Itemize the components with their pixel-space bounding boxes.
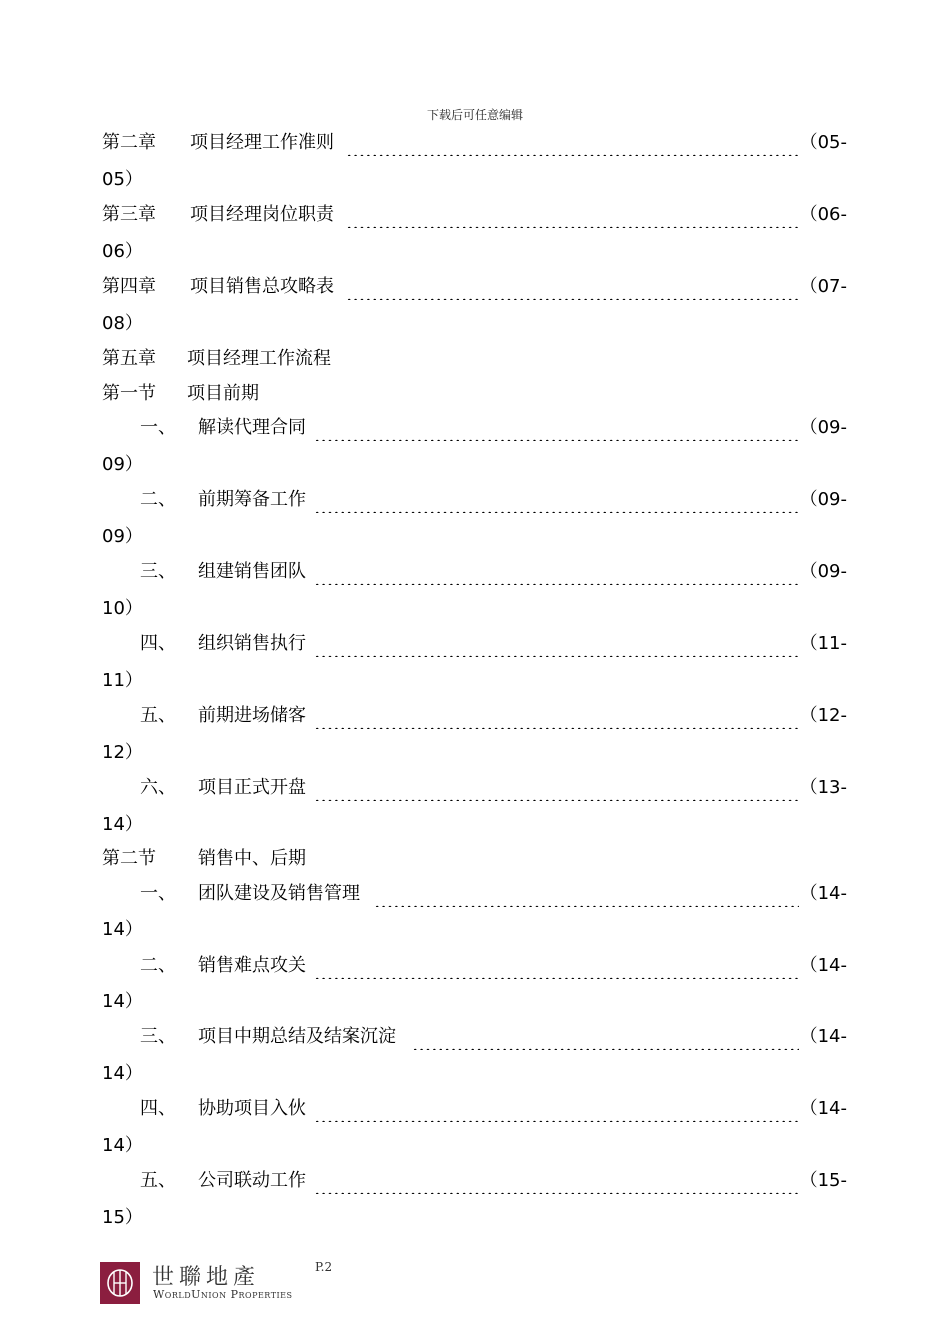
toc-leader-dots (314, 415, 799, 441)
page-number: P.2 (315, 1260, 333, 1274)
toc-page-open: （06- (799, 204, 847, 225)
toc-page-close: 15） (102, 1207, 143, 1228)
toc-title: 项目前期 (187, 383, 259, 404)
toc-title: 项目中期总结及结案沉淀 (198, 1026, 396, 1047)
toc-page-close: 14） (102, 1135, 143, 1156)
toc-entry[interactable] (102, 1168, 847, 1194)
toc-title: 解读代理合同 (198, 417, 306, 438)
toc-entry[interactable] (102, 1024, 847, 1050)
toc-entry[interactable] (102, 775, 847, 801)
toc-title: 项目正式开盘 (198, 777, 306, 798)
toc-number: 第五章 (102, 348, 156, 369)
toc-page-open: （11- (799, 633, 847, 654)
toc-page-close: 11） (102, 670, 143, 691)
toc-leader-dots (346, 274, 799, 300)
toc-title: 项目经理工作准则 (190, 132, 334, 153)
toc-title: 团队建设及销售管理 (198, 883, 360, 904)
toc-number: 六、 (140, 777, 176, 798)
toc-page-open: （14- (799, 955, 847, 976)
toc-page-open: （05- (799, 132, 847, 153)
toc-page-close: 12） (102, 742, 143, 763)
toc-page-close: 06） (102, 241, 143, 262)
toc-leader-dots (314, 775, 799, 801)
toc-page-open: （14- (799, 1026, 847, 1047)
toc-page-close: 14） (102, 991, 143, 1012)
toc-page-open: （07- (799, 276, 847, 297)
toc-page-close: 08） (102, 313, 143, 334)
toc-title: 公司联动工作 (198, 1170, 306, 1191)
toc-page-close: 14） (102, 1063, 143, 1084)
toc-leader-dots (314, 631, 799, 657)
toc-leader-dots (314, 1168, 799, 1194)
toc-entry[interactable] (102, 631, 847, 657)
toc-page-open: （09- (799, 489, 847, 510)
toc-number: 四、 (140, 633, 176, 654)
toc-number: 二、 (140, 489, 176, 510)
toc-page-close: 14） (102, 919, 143, 940)
toc-entry[interactable] (102, 953, 847, 979)
toc-title: 协助项目入伙 (198, 1098, 306, 1119)
toc-page-open: （12- (799, 705, 847, 726)
toc-number: 二、 (140, 955, 176, 976)
toc-leader-dots (346, 202, 799, 228)
toc-number: 三、 (140, 1026, 176, 1047)
toc-entry[interactable] (102, 487, 847, 513)
toc-page-close: 09） (102, 526, 143, 547)
toc-leader-dots (314, 559, 799, 585)
toc-title: 销售难点攻关 (198, 955, 306, 976)
toc-page-open: （09- (799, 417, 847, 438)
toc-title: 项目经理岗位职责 (190, 204, 334, 225)
toc-heading[interactable] (102, 381, 847, 407)
worldunion-logo-icon (100, 1262, 140, 1304)
toc-leader-dots (314, 953, 799, 979)
toc-number: 五、 (140, 1170, 176, 1191)
toc-title: 前期进场储客 (198, 705, 306, 726)
toc-title: 项目销售总攻略表 (190, 276, 334, 297)
toc-entry[interactable] (102, 703, 847, 729)
toc-entry[interactable] (102, 881, 847, 907)
toc-title: 项目经理工作流程 (187, 348, 331, 369)
toc-entry[interactable] (102, 1096, 847, 1122)
toc-page-close: 09） (102, 454, 143, 475)
toc-leader-dots (314, 1096, 799, 1122)
toc-number: 三、 (140, 561, 176, 582)
toc-number: 四、 (140, 1098, 176, 1119)
company-name-en: WorldUnion Properties (153, 1288, 293, 1301)
toc-page-open: （15- (799, 1170, 847, 1191)
toc-entry[interactable] (102, 415, 847, 441)
toc-leader-dots (374, 881, 799, 907)
toc-heading[interactable] (102, 346, 847, 372)
toc-page-open: （09- (799, 561, 847, 582)
toc-heading[interactable] (102, 846, 847, 872)
toc-page-close: 05） (102, 169, 143, 190)
toc-entry[interactable] (102, 559, 847, 585)
toc-number: 一、 (140, 883, 176, 904)
header-note: 下载后可任意编辑 (426, 108, 523, 122)
toc-number: 第一节 (102, 383, 156, 404)
toc-title: 组织销售执行 (198, 633, 306, 654)
toc-number: 第二章 (102, 132, 156, 153)
toc-title: 前期筹备工作 (198, 489, 306, 510)
toc-page-close: 14） (102, 814, 143, 835)
toc-page-close: 10） (102, 598, 143, 619)
toc-title: 销售中、后期 (198, 848, 306, 869)
toc-leader-dots (314, 703, 799, 729)
toc-number: 第二节 (102, 848, 156, 869)
company-name-cn: 世聯地產 (152, 1265, 261, 1290)
toc-page-open: （14- (799, 883, 847, 904)
toc-leader-dots (314, 487, 799, 513)
toc-entry[interactable] (102, 274, 847, 300)
toc-leader-dots (412, 1024, 799, 1050)
toc-leader-dots (346, 130, 799, 156)
toc-number: 第四章 (102, 276, 156, 297)
toc-entry[interactable] (102, 130, 847, 156)
toc-title: 组建销售团队 (198, 561, 306, 582)
toc-number: 一、 (140, 417, 176, 438)
toc-number: 五、 (140, 705, 176, 726)
toc-page-open: （13- (799, 777, 847, 798)
toc-entry[interactable] (102, 202, 847, 228)
toc-number: 第三章 (102, 204, 156, 225)
toc-page-open: （14- (799, 1098, 847, 1119)
